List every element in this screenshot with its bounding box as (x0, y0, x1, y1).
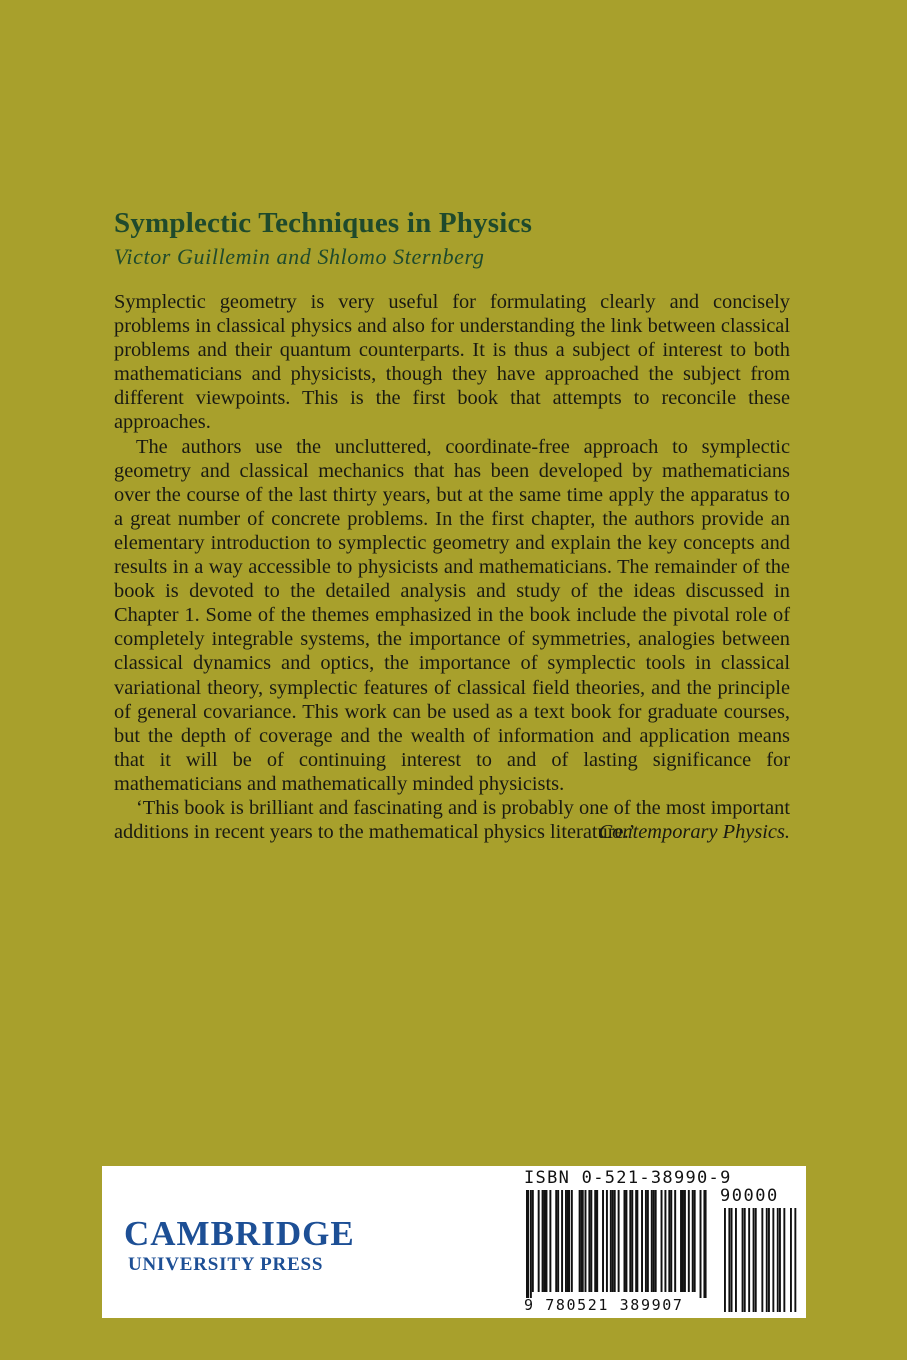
barcode-bar (618, 1190, 620, 1292)
publisher-panel (102, 1166, 806, 1318)
blurb-paragraph: Symplectic geometry is very useful for formulating clearly and concisely problems in classical physics and also for understanding the link between classical problems and their quantum counterparts. It is thus a subject of interest to both mathematicians and physicists, though they have approached the subject from different viewpoints. This is the first book that attempts to reconcile these approaches. (114, 291, 790, 434)
barcode-bar (602, 1190, 604, 1292)
barcode-bar (532, 1190, 534, 1292)
publisher-logo (124, 1216, 355, 1276)
barcode-bar (606, 1190, 608, 1292)
ean-digits: 9 780521 389907 (524, 1296, 684, 1314)
barcode (520, 1168, 802, 1316)
barcode-bar (661, 1190, 663, 1292)
barcode-bar (555, 1190, 557, 1292)
barcode-bar (625, 1190, 627, 1292)
barcode-bar (651, 1190, 653, 1292)
barcode-bar (549, 1190, 551, 1292)
addon-bar (755, 1208, 757, 1312)
barcode-bar (585, 1190, 587, 1292)
addon-bar (728, 1208, 730, 1312)
barcode-bar (557, 1190, 559, 1292)
barcode-bar (561, 1190, 563, 1292)
barcode-bar (682, 1190, 684, 1292)
barcode-bar (688, 1190, 690, 1292)
book-title: Symplectic Techniques in Physics (114, 207, 533, 239)
barcode-bar (565, 1190, 567, 1292)
barcode-bar (530, 1190, 532, 1298)
barcode-bar (674, 1190, 676, 1292)
barcode-bar (670, 1190, 672, 1292)
barcode-bar (629, 1190, 631, 1292)
addon-bar (724, 1208, 726, 1312)
barcode-bar (655, 1190, 657, 1292)
isbn-label: ISBN 0-521-38990-9 (524, 1168, 732, 1188)
barcode-bar (614, 1190, 616, 1292)
addon-bar (783, 1208, 785, 1312)
blurb-paragraph: The authors use the uncluttered, coordinate-free approach to symplectic geometry and classical mechanics that has been developed by mathematicians over the course of the last thirty years, but at the same time apply the apparatus to a great number of concrete problems. In the first chapter, the authors provide an elementary introduction to symplectic geometry and explain the key concepts and results in a way accessible to physicists and mathematicians. The remainder of the book is devoted to the detailed analysis and study of the ideas discussed in Chapter 1. Some of the themes emphasized in the book include the pivotal role of completely integrable systems, the importance of symmetries, analogies between classical dynamics and optics, the importance of symplectic tools in classical variational theory, symplectic features of classical field theories, and the principle of general covariance. This work can be used as a text book for graduate courses, but the depth of coverage and the wealth of information and application means that it will be of continuing interest to and of lasting significance for mathematicians and mathematically minded physicists. (114, 435, 790, 795)
barcode-bar (635, 1190, 638, 1292)
barcode-bar (703, 1190, 706, 1298)
barcode-bar (668, 1190, 670, 1292)
addon-bar (794, 1208, 796, 1312)
publisher-subname: UNIVERSITY PRESS (128, 1254, 324, 1275)
barcode-bar (692, 1190, 694, 1292)
barcode-bar (612, 1190, 614, 1292)
addon-bar (779, 1208, 781, 1312)
barcode-bar (544, 1190, 546, 1292)
barcode-bar (624, 1190, 626, 1292)
addon-bar (768, 1208, 770, 1312)
review-quote: ‘This book is brilliant and fascinating and is probably one of the most important additions in recent years to the mathematical physics literature.’ (114, 796, 790, 844)
barcode-bar (631, 1190, 633, 1292)
barcode-bar (641, 1190, 643, 1292)
addon-bar (790, 1208, 792, 1312)
addon-bar (748, 1208, 750, 1312)
book-authors: Victor Guillemin and Shlomo Sternberg (114, 244, 485, 269)
addon-bar (731, 1208, 733, 1312)
barcode-bar (596, 1190, 598, 1292)
barcode-bar (645, 1190, 647, 1292)
barcode-bar (680, 1190, 682, 1292)
barcode-bar (571, 1190, 573, 1292)
barcode-bar (700, 1190, 702, 1298)
addon-bar (777, 1208, 779, 1312)
barcode-bar (684, 1190, 686, 1292)
barcode-bar (581, 1190, 584, 1292)
barcode-bar (694, 1190, 696, 1292)
barcode-bar (610, 1190, 612, 1292)
barcode-bar (590, 1190, 592, 1292)
addon-bar (753, 1208, 755, 1312)
publisher-name: CAMBRIDGE (124, 1214, 355, 1253)
addon-bar (735, 1208, 737, 1312)
price-code: 90000 (720, 1186, 779, 1206)
barcode-bar (526, 1190, 529, 1298)
barcode-bar (567, 1190, 570, 1292)
barcode-bars (520, 1168, 802, 1316)
barcode-bar (579, 1190, 581, 1292)
review-source: Contemporary Physics. (598, 821, 790, 844)
back-cover-text (114, 204, 790, 844)
addon-bar (766, 1208, 768, 1312)
addon-bar (761, 1208, 763, 1312)
addon-bar (742, 1208, 744, 1312)
barcode-bar (653, 1190, 655, 1292)
barcode-bar (647, 1190, 649, 1292)
barcode-bar (664, 1190, 666, 1292)
barcode-bar (588, 1190, 590, 1292)
blurb (114, 290, 790, 844)
addon-bar (772, 1208, 774, 1312)
barcode-bar (542, 1190, 544, 1292)
barcode-bar (546, 1190, 548, 1292)
barcode-bar (538, 1190, 540, 1292)
addon-bar (744, 1208, 746, 1312)
